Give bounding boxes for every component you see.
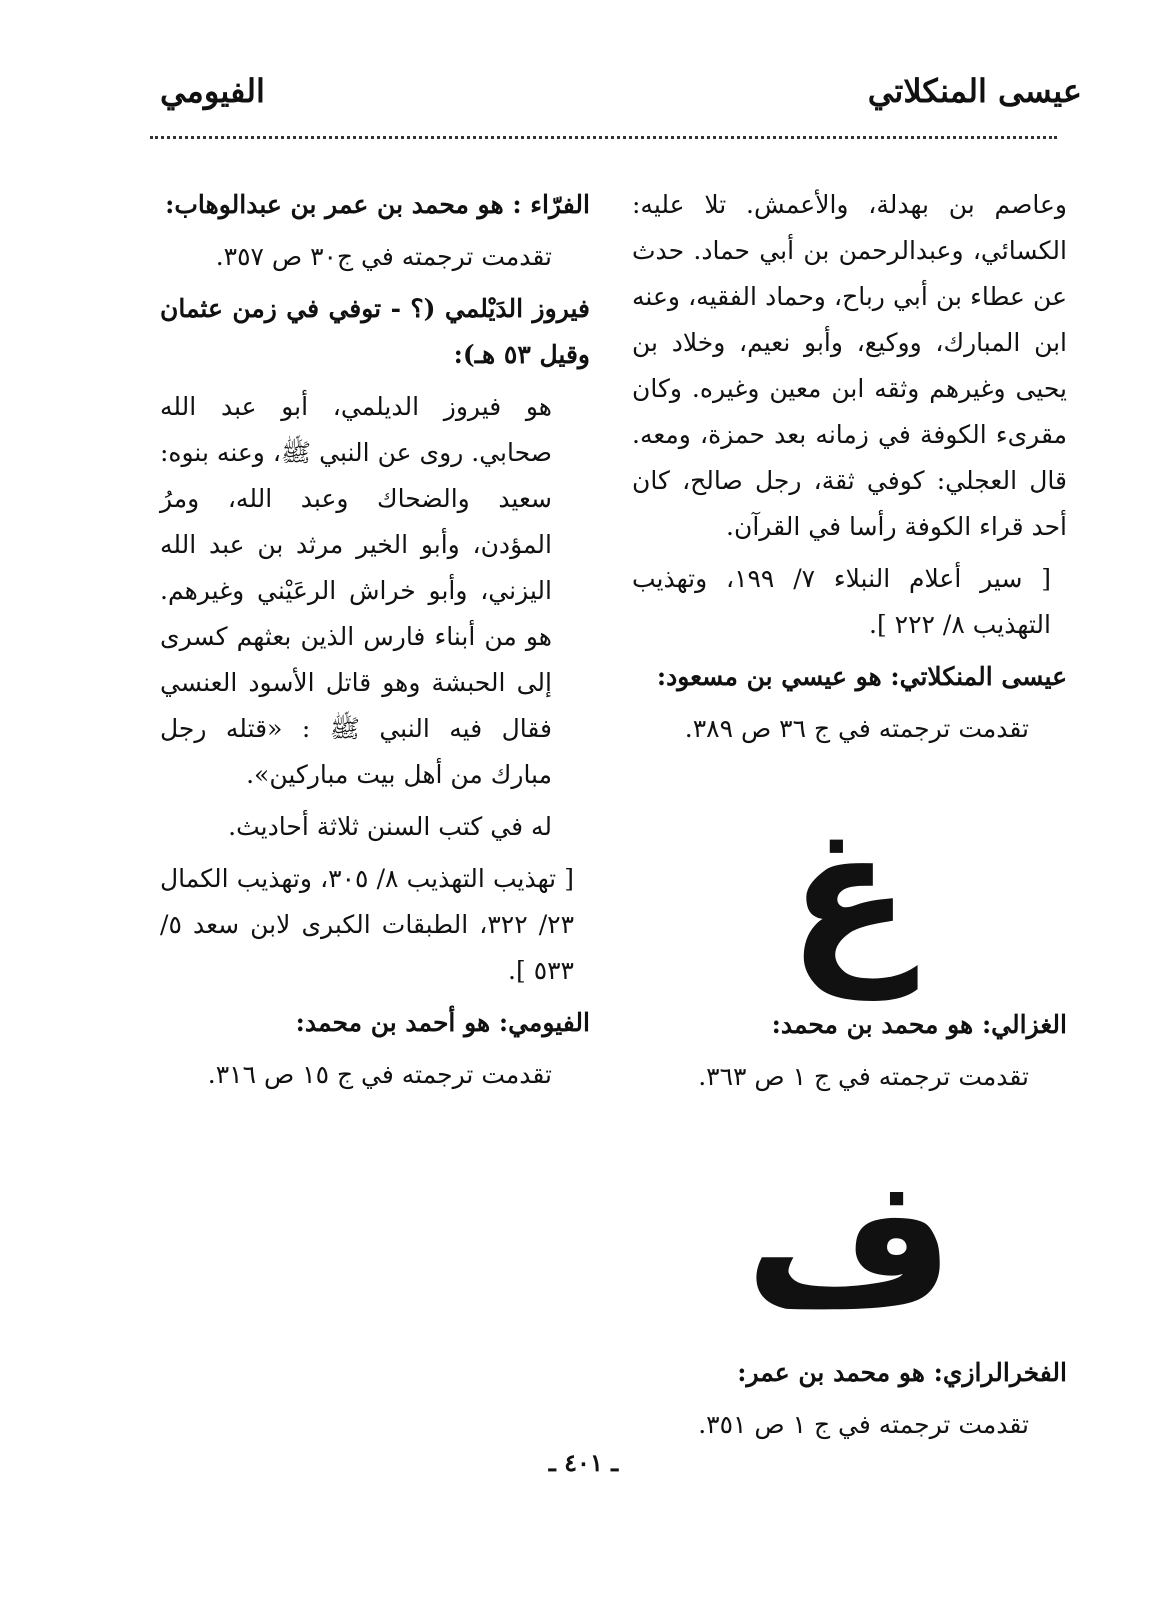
entry-body-fayyumi: تقدمت ترجمته في ج ١٥ ص ٣١٦. xyxy=(207,1060,552,1089)
entry-body-razi: تقدمت ترجمته في ج ١ ص ٣٥١. xyxy=(698,1410,1029,1439)
continued-biography-text: وعاصم بن بهدلة، والأعمش. تلا عليه: الكسائي، وعبدالرحمن بن أبي حماد. حدث عن عطاء بن أبي رباح، وحماد الفقيه، وعنه ابن المبارك، ووكيع، وأبو نعيم، وخلاد بن يحيى وغيرهم وثقه ابن معين وغيره. وكان مقرىء الكوفة في زمانه بعد حمزة، ومعه. قال العجلي: كوفي ثقة، رجل صالح، كان أحد قراء الكوفة رأسا في القرآن. xyxy=(632,190,1067,541)
left-column xyxy=(160,182,590,1104)
page-number: ـ ٤٠١ ـ xyxy=(548,1448,619,1477)
entry-body-manklati: تقدمت ترجمته في ج ٣٦ ص ٣٨٩. xyxy=(684,714,1029,743)
section-letter-ghain: غ xyxy=(788,791,911,1000)
entry-heading-ghazali: الغزالي: هو محمد بن محمد: xyxy=(771,1010,1067,1039)
entry-body-farra: تقدمت ترجمته في ج٣٠ ص ٣٥٧. xyxy=(215,242,552,271)
header-dotted-rule xyxy=(150,136,1057,139)
running-header-left: الفيومي xyxy=(160,72,265,110)
entry-body-fayruz: هو فيروز الديلمي، أبو عبد الله صحابي. روى عن النبي ﷺ، وعنه بنوه: سعيد والضحاك وعبد الله، ومرُ المؤدن، وأبو الخير مرثد بن عبد الله اليزني، وأبو خراش الرعَيْني وغيرهم. هو من أبناء فارس الذين بعثهم كسرى إلى الحبشة وهو قاتل الأسود العنسي فقال فيه النبي ﷺ : «قتله رجل مبارك من أهل بيت مباركين». xyxy=(160,392,552,789)
reference-citation: [ سير أعلام النبلاء ٧/ ١٩٩، وتهذيب التهذيب ٨/ ٢٢٢ ]. xyxy=(632,564,1051,639)
reference-citation-fayruz: [ تهذيب التهذيب ٨/ ٣٠٥، وتهذيب الكمال ٢٣/ ٣٢٢، الطبقات الكبرى لابن سعد ٥/ ٥٣٣ ]. xyxy=(160,864,575,985)
section-letter-fa: ف xyxy=(744,1139,955,1348)
entry-body-ghazali: تقدمت ترجمته في ج ١ ص ٣٦٣. xyxy=(698,1062,1029,1091)
entry-heading-razi: الفخرالرازي: هو محمد بن عمر: xyxy=(737,1358,1067,1387)
entry-heading-manklati: عيسى المنكلاتي: هو عيسي بن مسعود: xyxy=(656,662,1067,691)
running-header-right: عيسى المنكلاتي xyxy=(867,72,1082,110)
right-column xyxy=(632,182,1067,1454)
entry-heading-fayyumi: الفيومي: هو أحمد بن محمد: xyxy=(295,1008,590,1037)
entry-heading-fayruz: فيروز الدَيْلمي (؟ - توفي في زمن عثمان وقيل ٥٣ هـ): xyxy=(160,294,590,369)
entry-hadith-count: له في كتب السنن ثلاثة أحاديث. xyxy=(228,812,552,841)
entry-heading-farra: الفرّاء : هو محمد بن عمر بن عبدالوهاب: xyxy=(165,190,590,219)
